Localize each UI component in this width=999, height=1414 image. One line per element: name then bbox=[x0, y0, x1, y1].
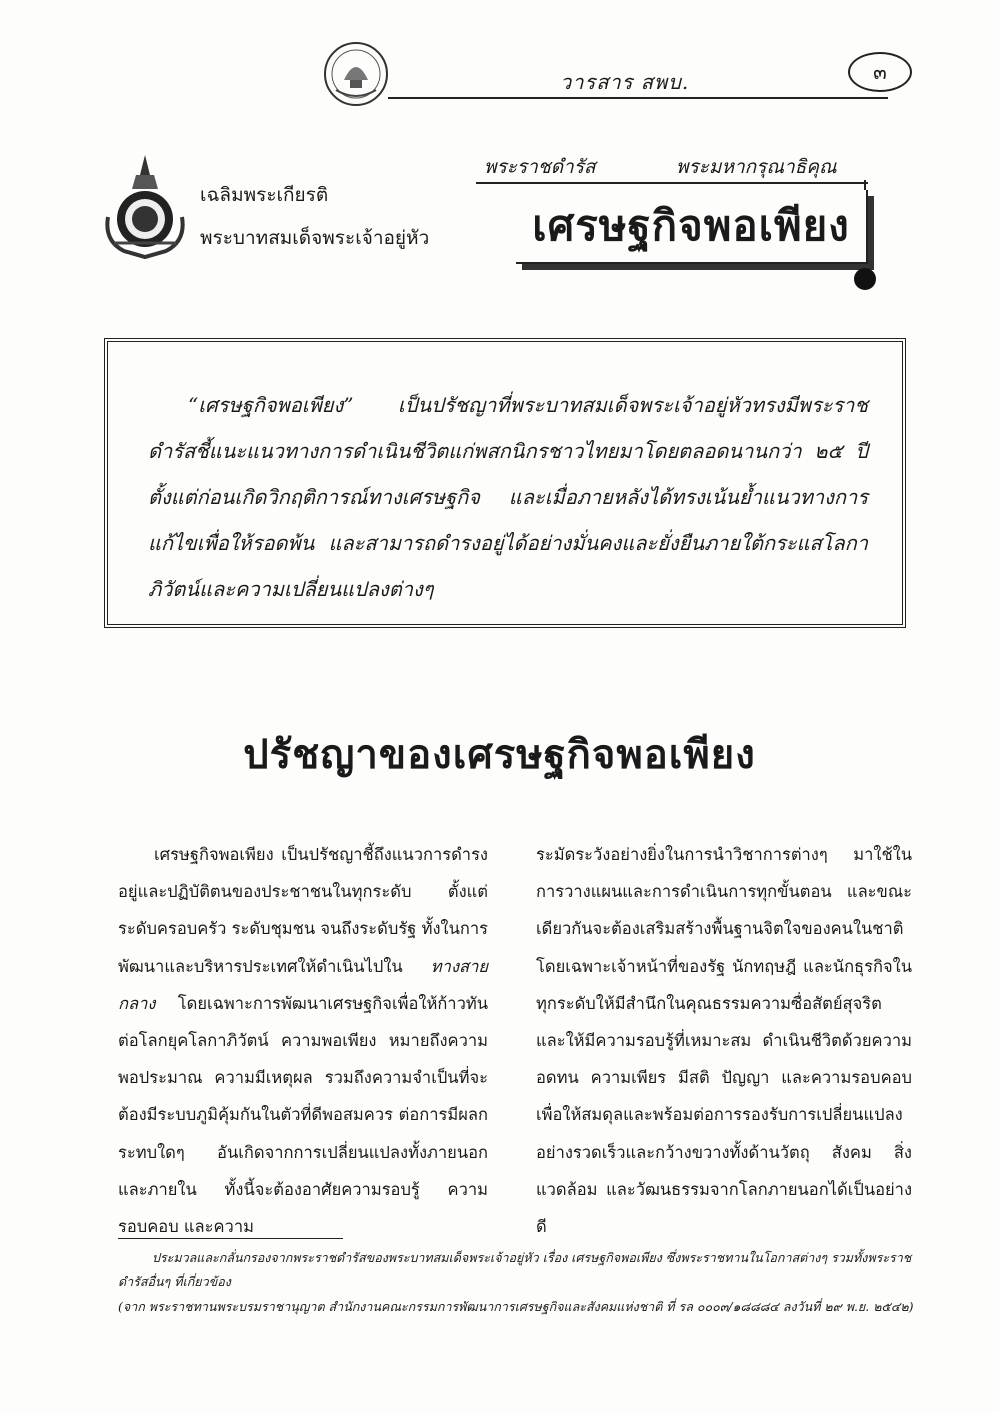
page-title: เศรษฐกิจพอเพียง bbox=[532, 201, 850, 250]
label-royal-speech: พระราชดำรัส bbox=[484, 156, 596, 178]
royal-crest-icon bbox=[100, 153, 190, 263]
thai-emblem-seal-icon bbox=[322, 40, 390, 108]
left-column bbox=[118, 836, 488, 1245]
title-rule bbox=[476, 182, 868, 184]
header-rule bbox=[388, 97, 888, 99]
right-column: ระมัดระวังอย่างยิ่งในการนำวิชาการต่างๆ มาใช้ในการวางแผนและการดำเนินการทุกขั้นตอน และขณะเดียวกันจะต้องเสริมสร้างพื้นฐานจิตใจของคนในชาติ โดยเฉพาะเจ้าหน้าที่ของรัฐ นักทฤษฎี และนักธุรกิจในทุกระดับให้มีสำนึกในคุณธรรมความซื่อสัตย์สุจริต และให้มีความรอบรู้ที่เหมาะสม ดำเนินชีวิตด้วยความอดทน ความเพียร มีสติ ปัญญา และความรอบคอบ เพื่อให้สมดุลและพร้อมต่อการรองรับการเปลี่ยนแปลงอย่างรวดเร็วและกว้างขวางทั้งด้านวัตถุ สังคม สิ่งแวดล้อม และวัฒนธรรมจากโลกภายนอกได้เป็นอย่างดี bbox=[536, 845, 912, 1237]
title-box bbox=[516, 190, 868, 264]
journal-name: วารสาร สพบ. bbox=[560, 70, 690, 94]
tribute-line-1: เฉลิมพระเกียรติ bbox=[200, 184, 329, 206]
tribute-line-2: พระบาทสมเด็จพระเจ้าอยู่หัว bbox=[200, 227, 430, 249]
page-number: ๓ bbox=[848, 52, 912, 92]
bullet-dot bbox=[854, 268, 876, 290]
footnote-reference: (จาก พระราชทานพระบรมราชานุญาต สำนักงานคณะกรรมการพัฒนาการเศรษฐกิจและสังคมแห่งชาติ ที่ รล ๐๐๐๓/๑๘๘๘๔ ลงวันที่ ๒๙ พ.ย. ๒๕๔๒) bbox=[118, 1299, 914, 1314]
left-column-emphasis: ทางสายกลาง bbox=[118, 956, 488, 1013]
footnote-text: ประมวลและกลั่นกรองจากพระราชดำรัสของพระบาทสมเด็จพระเจ้าอยู่หัว เรื่อง เศรษฐกิจพอเพียง ซึ่งพระราชทานในโอกาสต่างๆ รวมทั้งพระราชดำรัสอื่นๆ ที่เกี่ยวข้อง bbox=[118, 1250, 912, 1289]
quote-box bbox=[104, 338, 906, 628]
quote-text: “เศรษฐกิจพอเพียง” เป็นปรัชญาที่พระบาทสมเด็จพระเจ้าอยู่หัวทรงมีพระราชดำรัสชี้แนะแนวทางการดำเนินชีวิตแก่พสกนิกรชาวไทยมาโดยตลอดนานกว่า ๒๕ ปี ตั้งแต่ก่อนเกิดวิกฤติการณ์ทางเศรษฐกิจ และเมื่อภายหลังได้ทรงเน้นย้ำแนวทางการแก้ไขเพื่อให้รอดพ้น และสามารถดำรงอยู่ได้อย่างมั่นคงและยั่งยืนภายใต้กระแสโลกาภิวัตน์และความเปลี่ยนแปลงต่างๆ bbox=[148, 393, 868, 601]
footnote-rule bbox=[118, 1238, 343, 1239]
left-column-text-1: เศรษฐกิจพอเพียง เป็นปรัชญาชี้ถึงแนวการดำรงอยู่และปฏิบัติตนของประชาชนในทุกระดับ ตั้งแต่ระดับครอบครัว ระดับชุมชน จนถึงระดับรัฐ ทั้งในการพัฒนาและบริหารประเทศให้ดำเนินไปใน bbox=[118, 845, 488, 976]
left-column-text-2: โดยเฉพาะการพัฒนาเศรษฐกิจเพื่อให้ก้าวทันต่อโลกยุคโลกาภิวัตน์ ความพอเพียง หมายถึงความพอประมาณ ความมีเหตุผล รวมถึงความจำเป็นที่จะต้องมีระบบภูมิคุ้มกันในตัวที่ดีพอสมควร ต่อการมีผลกระทบใดๆ อันเกิดจากการเปลี่ยนแปลงทั้งภายนอกและภายใน ทั้งนี้จะต้องอาศัยความรอบรู้ ความรอบคอบ และความ bbox=[118, 993, 488, 1237]
label-royal-grace: พระมหากรุณาธิคุณ bbox=[676, 156, 837, 178]
section-heading: ปรัชญาของเศรษฐกิจพอเพียง bbox=[243, 732, 756, 778]
